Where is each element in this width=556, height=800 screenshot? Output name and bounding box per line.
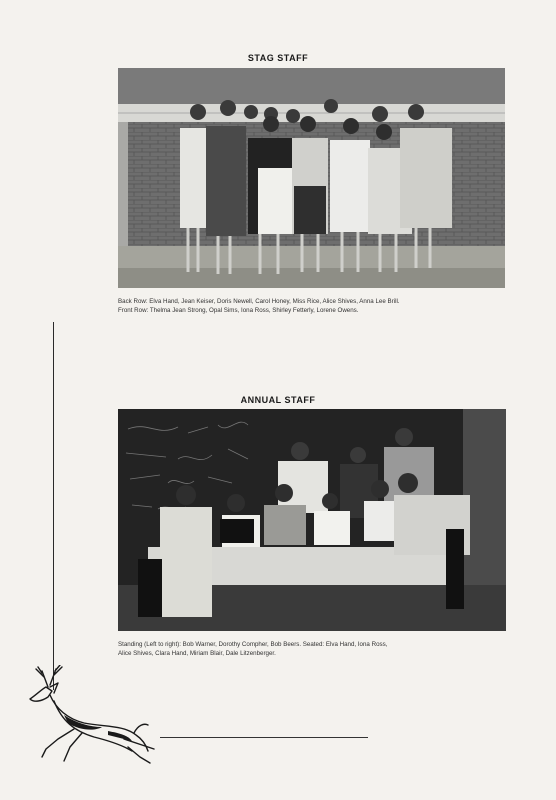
annual-staff-photo-illustration <box>118 409 506 631</box>
leaping-deer-icon <box>24 665 156 765</box>
left-vertical-rule <box>53 322 54 690</box>
annual-staff-caption-line-1: Standing (Left to right): Bob Warner, Dorothy Compher, Bob Beers. Seated: Elva Hand, Iona Ross, <box>118 641 388 648</box>
annual-staff-heading: ANNUAL STAFF <box>240 395 316 405</box>
stag-staff-caption-line-2: Front Row: Thelma Jean Strong, Opal Sims, Iona Ross, Shirley Fetterly, Lorene Owens. <box>118 307 359 314</box>
signature-rule <box>160 737 368 738</box>
stag-staff-heading: STAG STAFF <box>247 53 309 63</box>
stag-staff-photo <box>118 68 505 288</box>
annual-staff-caption-line-2: Alice Shives, Clara Hand, Miriam Blair, Dale Litzenberger. <box>118 650 276 657</box>
stag-staff-caption-line-1: Back Row: Elva Hand, Jean Keiser, Doris Newell, Carol Honey, Miss Rice, Alice Shives, Anna Lee Brill. <box>118 298 400 305</box>
annual-staff-photo <box>118 409 506 631</box>
stag-staff-photo-illustration <box>118 68 505 288</box>
